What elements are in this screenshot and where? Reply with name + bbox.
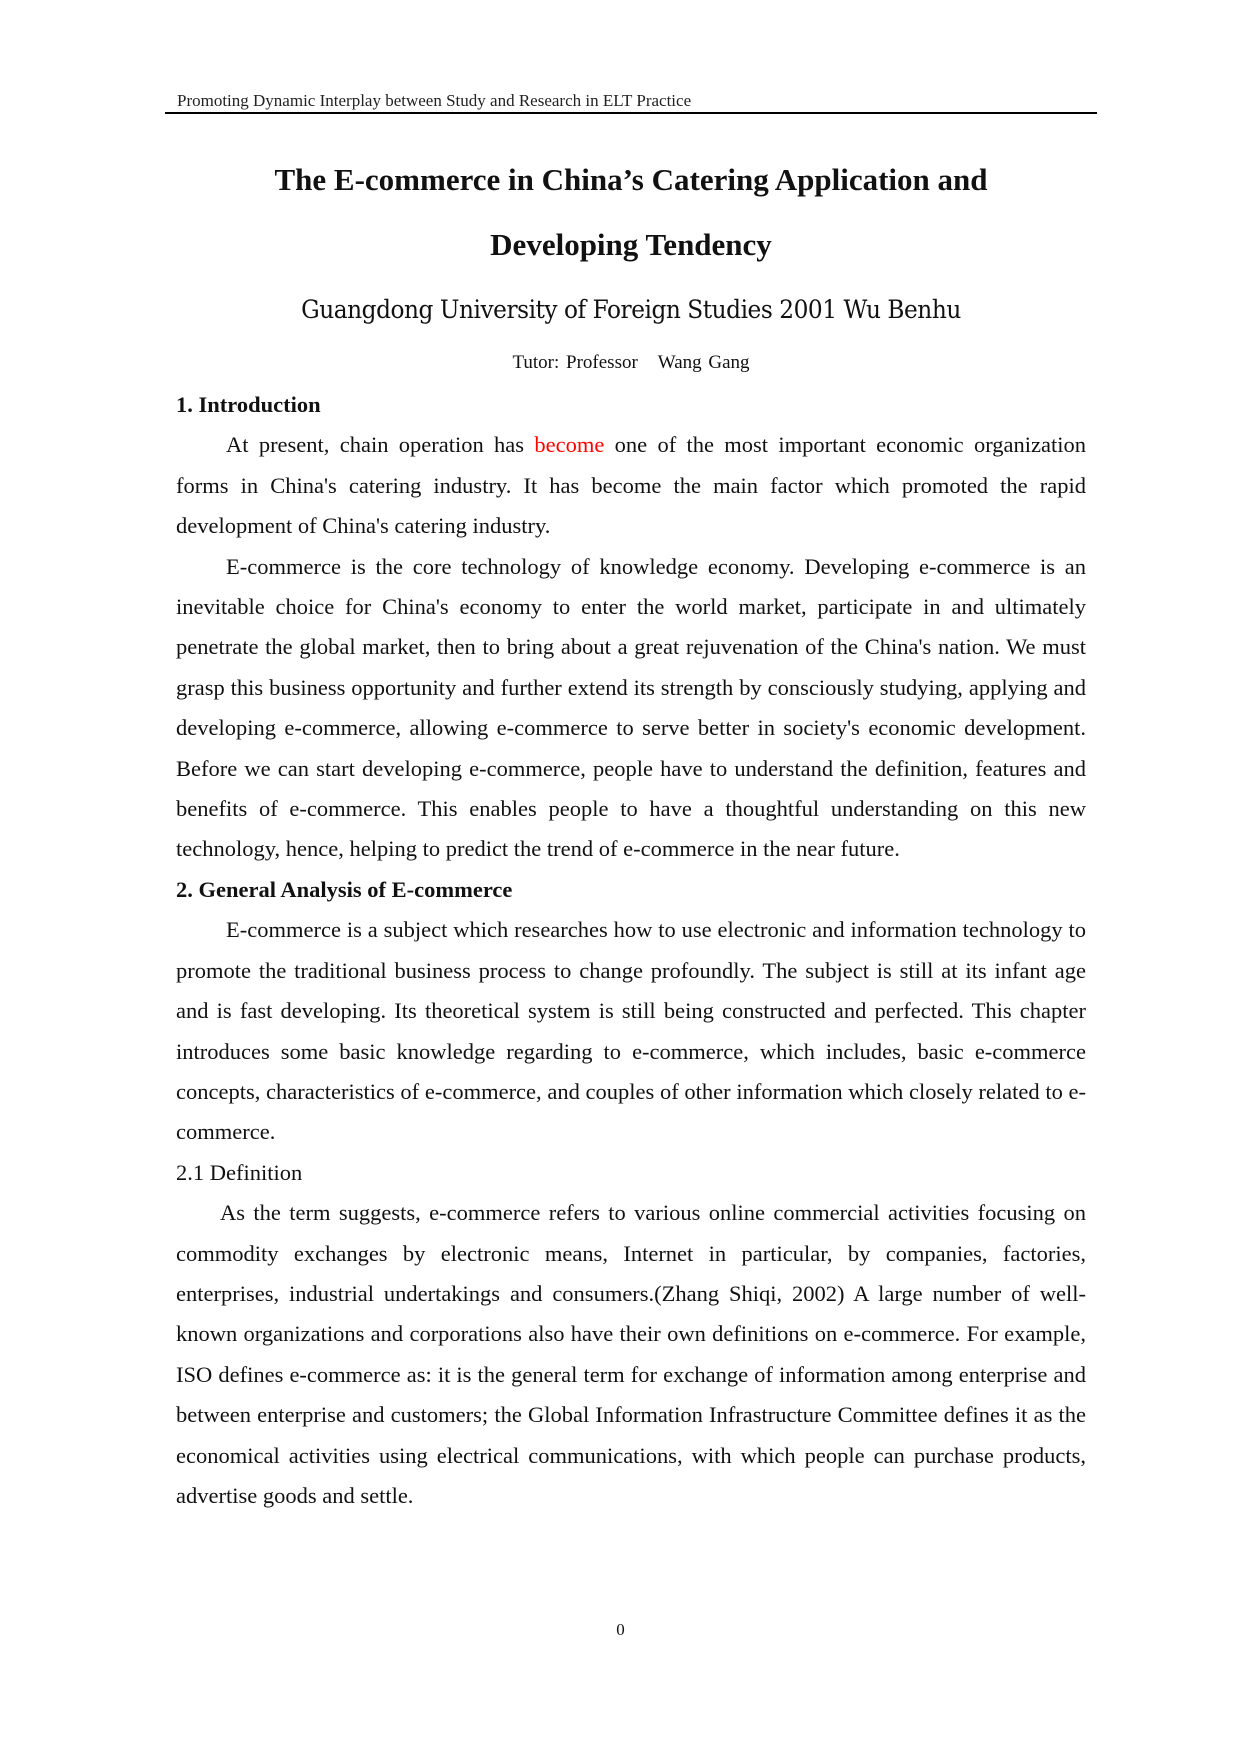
intro-p1-text-after: one of the most important economic organization forms in China's catering industry. It has become the main factor which promoted the rapid development of China's catering industry. bbox=[176, 432, 1086, 539]
section-heading-introduction: 1. Introduction bbox=[176, 392, 321, 417]
subsection-heading-definition: 2.1 Definition bbox=[176, 1159, 303, 1185]
paper-title-line-2: Developing Tendency bbox=[490, 227, 772, 262]
document-body bbox=[176, 385, 1086, 1516]
tutor-label: Tutor: Professor bbox=[512, 352, 638, 373]
intro-p1-text-before: At present, chain operation has bbox=[226, 432, 535, 458]
paper-title-line-1: The E-commerce in China’s Catering Application and bbox=[274, 162, 988, 197]
tutor-line bbox=[165, 350, 1097, 376]
author-byline: Guangdong University of Foreign Studies 2001 Wu Benhu bbox=[301, 295, 961, 324]
intro-paragraph-2: E-commerce is the core technology of knowledge economy. Developing e-commerce is an inevitable choice for China's economy to enter the world market, participate in and ultimately penetrate the global market, then to bring about a great rejuvenation of the China's nation. We must grasp this business opportunity and further extend its strength by consciously studying, applying and developing e-commerce, allowing e-commerce to serve better in society's economic development. Before we can start developing e-commerce, people have to understand the definition, features and benefits of e-commerce. This enables people to have a thoughtful understanding on this new technology, hence, helping to predict the trend of e-commerce in the near future. bbox=[176, 553, 1086, 862]
page-number: 0 bbox=[616, 1620, 625, 1639]
analysis-paragraph-1: E-commerce is a subject which researches how to use electronic and information technology to promote the traditional business process to change profoundly. The subject is still at its infant age and is fast developing. Its theoretical system is still being constructed and perfected. This chapter introduces some basic knowledge regarding to e-commerce, which includes, basic e-commerce concepts, characteristics of e-commerce, and couples of other information which closely related to e-commerce. bbox=[176, 917, 1086, 1145]
running-header-title: Promoting Dynamic Interplay between Study and Research in ELT Practice bbox=[177, 91, 692, 110]
highlighted-word: become bbox=[534, 432, 605, 458]
definition-paragraph: As the term suggests, e-commerce refers to various online commercial activities focusing on commodity exchanges by electronic means, Internet in particular, by companies, factories, enterprises, industrial undertakings and consumers.(Zhang Shiqi, 2002) A large number of well-known organizations and corporations also have their own definitions on e-commerce. For example, ISO defines e-commerce as: it is the general term for exchange of information among enterprise and between enterprise and customers; the Global Information Infrastructure Committee defines it as the economical activities using electrical communications, with which people can purchase products, advertise goods and settle. bbox=[176, 1200, 1086, 1508]
section-heading-general-analysis: 2. General Analysis of E-commerce bbox=[176, 876, 513, 902]
running-header bbox=[165, 88, 1097, 114]
intro-paragraph-1 bbox=[176, 425, 1086, 546]
tutor-name: Wang Gang bbox=[657, 352, 750, 373]
